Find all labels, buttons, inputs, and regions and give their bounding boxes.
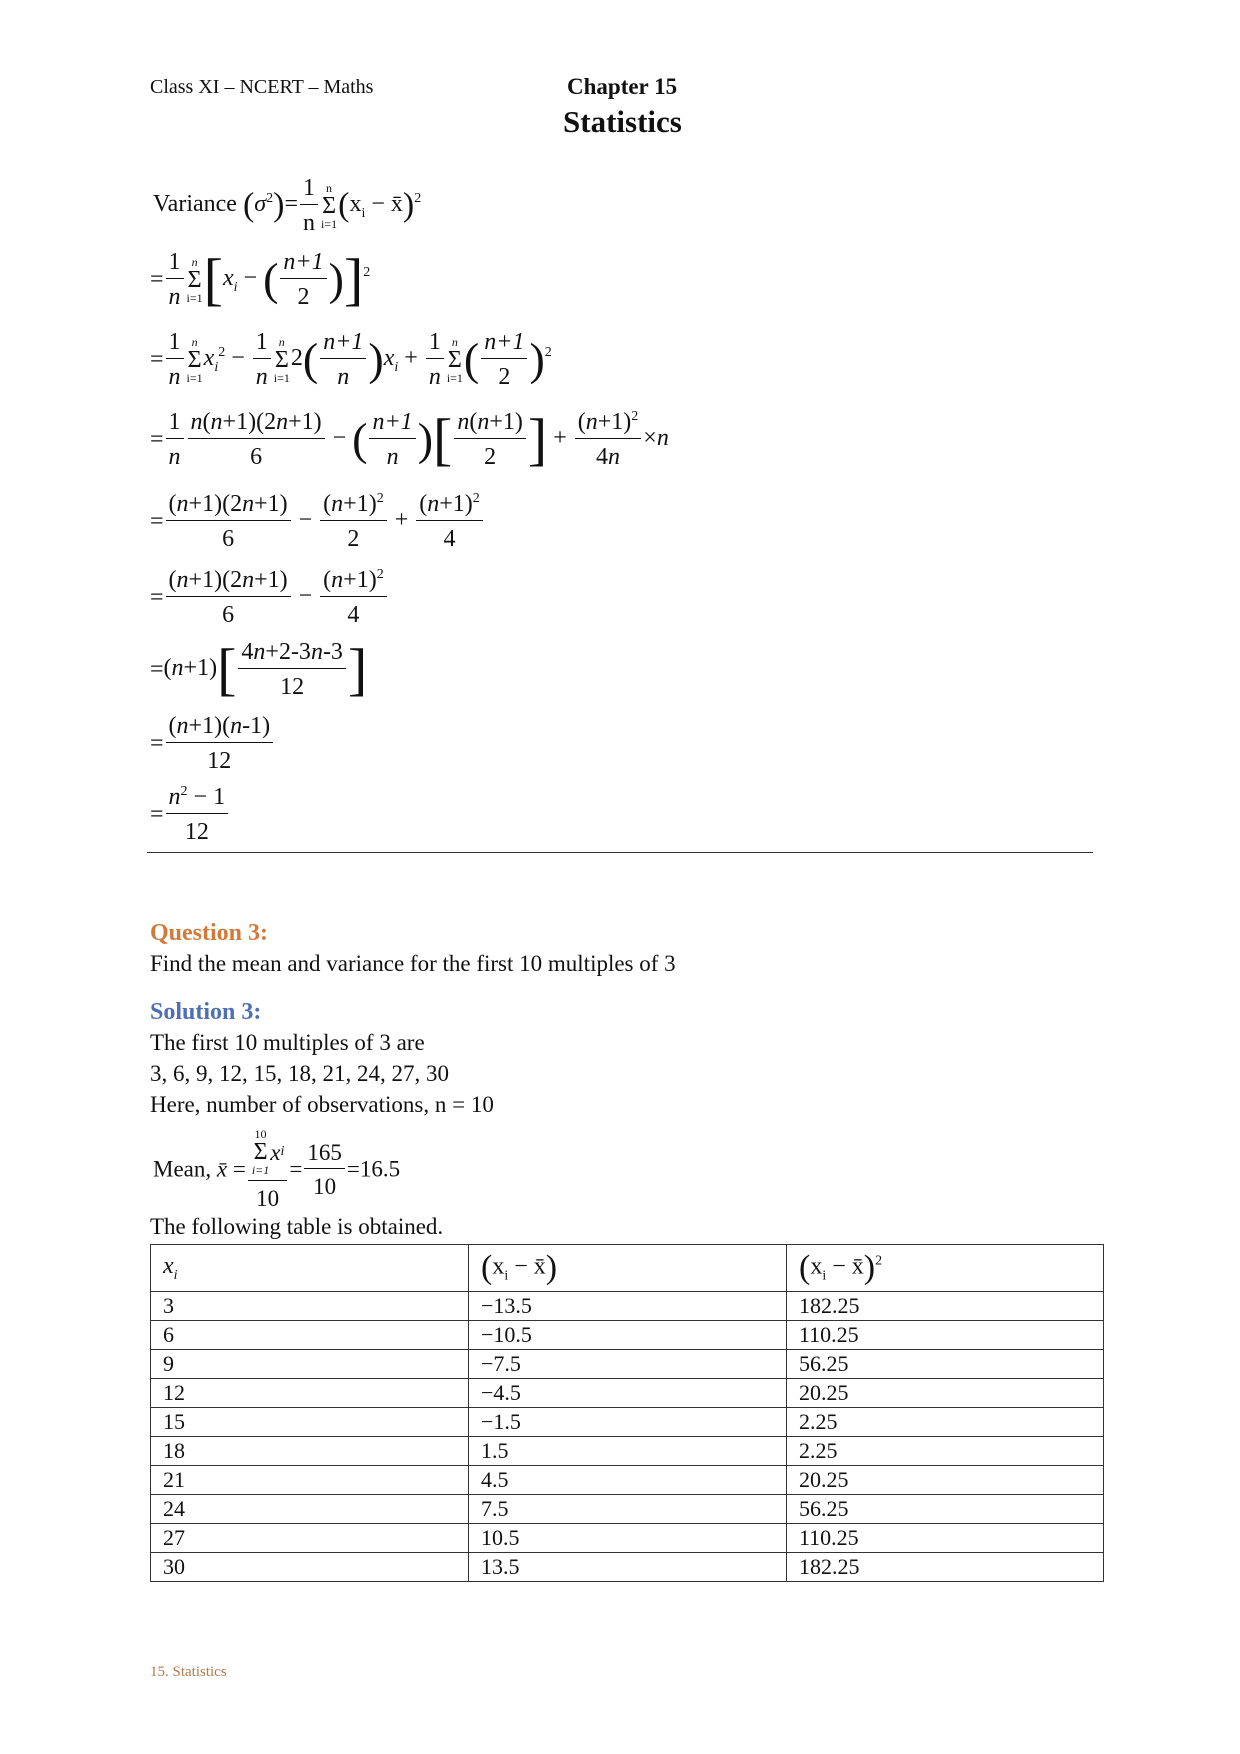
cell-xi: 18	[151, 1437, 469, 1466]
derivation-step-4: = $\frac{(n+1)(2n+1)}{6}$ − $\frac{(n+1)^2}{2}$ + $\frac{(n+1)^2}{4}$	[150, 492, 485, 551]
table-row	[151, 1466, 1104, 1495]
cell-xi: 3	[151, 1292, 469, 1321]
mean-denominator: 10	[256, 1186, 280, 1211]
mean-label: Mean,	[153, 1156, 212, 1182]
table-row	[151, 1408, 1104, 1437]
header-xi: $x_i$	[151, 1245, 469, 1292]
variance-formula-line: Variance $(\sigma^2)=$ $\frac{1}{n}$ n Σ i=1 ($x_i$ − x̄)$^2$	[153, 175, 422, 236]
mean-result: =16.5	[346, 1156, 401, 1182]
question-title: Question 3:	[150, 920, 269, 946]
derivation-step-5: = $\frac{(n+1)(2n+1)}{6}$ − $\frac{(n+1)^2}{4}$	[150, 568, 389, 627]
derivation-step-1: = $\frac{1}{n}$ n Σ i=1 [$x_i$ − ( $\frac{n+1}{2}$ )]$^2$	[150, 246, 371, 312]
cell-xi: 15	[151, 1408, 469, 1437]
cell-xi: 21	[151, 1466, 469, 1495]
table-header-row	[151, 1245, 1104, 1292]
header-title: Statistics	[563, 104, 682, 139]
mean-sum-lower: i=1	[251, 1163, 270, 1177]
deviation-table	[150, 1244, 1104, 1582]
table-row	[151, 1379, 1104, 1408]
cell-squared: 20.25	[787, 1466, 1104, 1495]
cell-deviation: −13.5	[469, 1292, 787, 1321]
mean-formula: Mean, x̄ = 10 Σ i=1 x i 10 = $\frac{165}{10}$ =16.5	[153, 1127, 401, 1211]
solution-title: Solution 3:	[150, 999, 262, 1025]
derivation-step-7: = $\frac{(n+1)(n-1)}{12}$	[150, 714, 275, 773]
cell-xi: 9	[151, 1350, 469, 1379]
cell-deviation: 1.5	[469, 1437, 787, 1466]
solution-line-1: The first 10 multiples of 3 are	[150, 1030, 425, 1055]
cell-deviation: 10.5	[469, 1524, 787, 1553]
cell-deviation: −7.5	[469, 1350, 787, 1379]
table-row	[151, 1437, 1104, 1466]
mean-sum-value: 165	[304, 1141, 345, 1169]
table-row	[151, 1553, 1104, 1582]
cell-deviation: −4.5	[469, 1379, 787, 1408]
header-deviation: ($x_i$ − x̄)	[469, 1245, 787, 1292]
cell-xi: 27	[151, 1524, 469, 1553]
cell-squared: 56.25	[787, 1495, 1104, 1524]
derivation-step-6: =(n+1)[ $\frac{4n+2-3n-3}{12}$ ]	[150, 636, 368, 702]
cell-deviation: −10.5	[469, 1321, 787, 1350]
solution-line-3: Here, number of observations, n = 10	[150, 1092, 494, 1117]
header-squared-deviation: ($x_i$ − x̄)$^2$	[787, 1245, 1104, 1292]
table-row	[151, 1524, 1104, 1553]
table-row	[151, 1495, 1104, 1524]
header-chapter: Chapter 15	[567, 74, 678, 99]
cell-xi: 24	[151, 1495, 469, 1524]
header-course: Class XI – NCERT – Maths	[150, 76, 374, 98]
cell-squared: 2.25	[787, 1408, 1104, 1437]
variance-label: Variance	[153, 191, 237, 218]
solution-line-2: 3, 6, 9, 12, 15, 18, 21, 24, 27, 30	[150, 1061, 449, 1086]
cell-xi: 6	[151, 1321, 469, 1350]
mean-sum-upper: 10	[254, 1127, 267, 1141]
cell-deviation: 4.5	[469, 1466, 787, 1495]
cell-squared: 56.25	[787, 1350, 1104, 1379]
mean-count-value: 10	[313, 1173, 337, 1199]
cell-squared: 20.25	[787, 1379, 1104, 1408]
cell-deviation: −1.5	[469, 1408, 787, 1437]
cell-deviation: 7.5	[469, 1495, 787, 1524]
derivation-step-2: = $\frac{1}{n}$ n Σ i=1 $x_i^2$ − $\frac{1}{n}$ n Σ i=1 2( $\frac{n+1}{n}$ )$x_i$ + $\frac{1}{n}$ n Σ i=1 ( $\frac{n+1}{2}$ )$^2$	[150, 329, 552, 390]
cell-xi: 30	[151, 1553, 469, 1582]
table-row	[151, 1321, 1104, 1350]
section-divider	[147, 852, 1093, 853]
cell-squared: 182.25	[787, 1553, 1104, 1582]
table-row	[151, 1350, 1104, 1379]
cell-squared: 110.25	[787, 1321, 1104, 1350]
table-intro: The following table is obtained.	[150, 1214, 444, 1239]
cell-squared: 182.25	[787, 1292, 1104, 1321]
cell-deviation: 13.5	[469, 1553, 787, 1582]
question-text: Find the mean and variance for the first 10 multiples of 3	[150, 951, 676, 976]
cell-xi: 12	[151, 1379, 469, 1408]
page-footer: 15. Statistics	[150, 1664, 227, 1680]
cell-squared: 2.25	[787, 1437, 1104, 1466]
cell-squared: 110.25	[787, 1524, 1104, 1553]
derivation-step-3: = $\frac{1}{n}$ $\frac{n(n+1)(2n+1)}{6}$ − ( $\frac{n+1}{n}$ )[ $\frac{n(n+1)}{2}$ ] + $\frac{(n+1)^2}{4n}$ ×n	[150, 406, 669, 472]
derivation-result: = $\frac{n^2 - 1}{12}$	[150, 785, 230, 844]
table-row	[151, 1292, 1104, 1321]
